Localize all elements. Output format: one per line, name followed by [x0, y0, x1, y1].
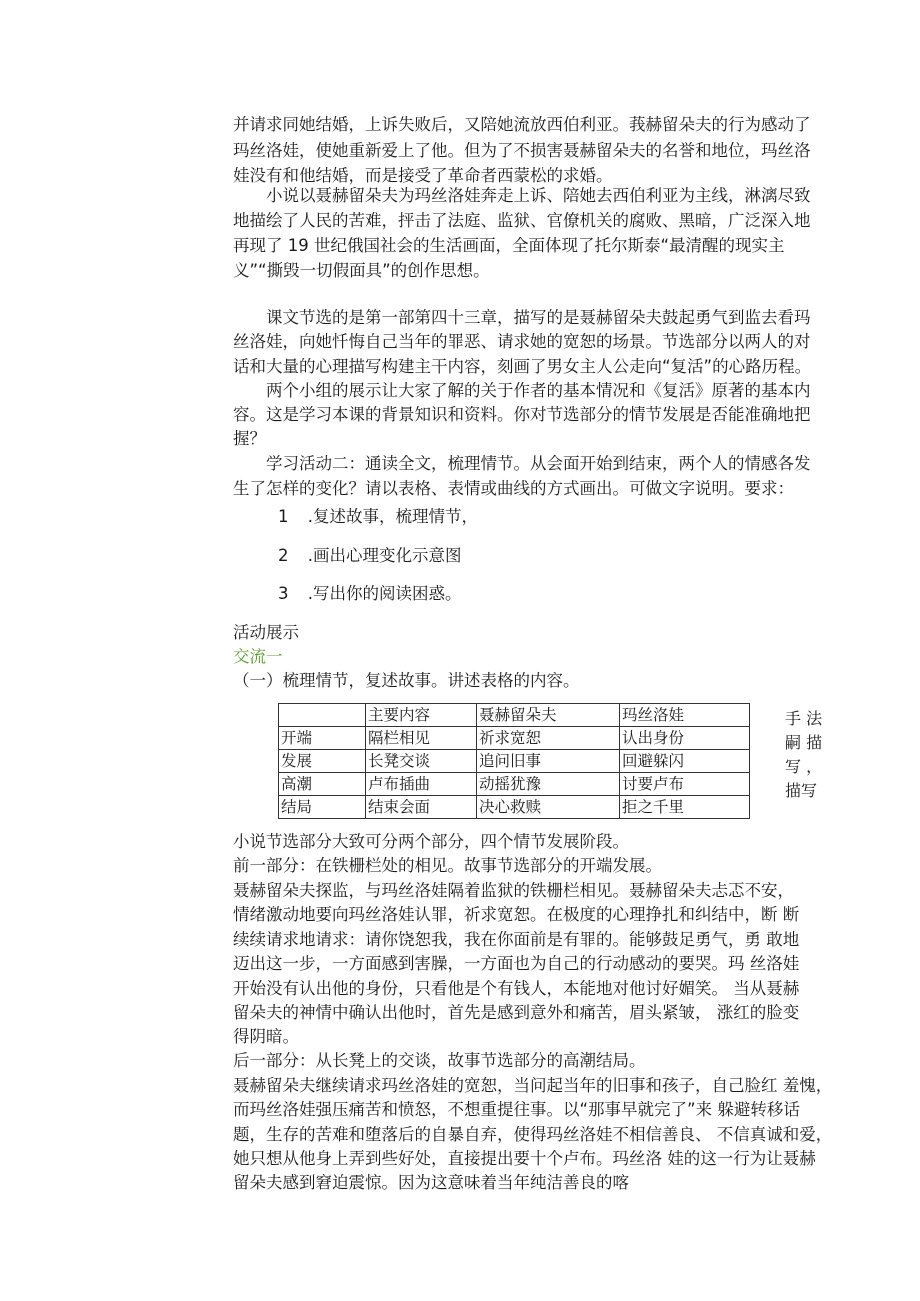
table-cell: 聂赫留朵夫 [477, 704, 620, 727]
table-header-row [279, 704, 750, 727]
intro-line-1: 并请求同她结婚，上诉失败后，又陪她流放西伯利亚。莪赫留朵夫的行为感动了 [233, 115, 811, 134]
table-row [279, 773, 750, 796]
excerpt-line-1: 课文节选的是第一部第四十三章，描写的是聂赫留朵夫鼓起勇气到监去看玛 [233, 308, 811, 327]
side-note-line: 写 ， [785, 757, 823, 776]
summary-line-3: 再现了 19 世纪俄国社会的生活画面，全面体现了托尔斯泰“最清醒的现实主 [233, 236, 785, 255]
table-cell [279, 704, 366, 727]
analysis-line-1: 小说节选部分大致可分两个部分，四个情节发展阶段。 [233, 832, 629, 851]
table-cell: 结局 [279, 796, 366, 819]
table-cell: 认出身份 [620, 727, 750, 750]
table-row [279, 750, 750, 773]
table-cell: 隔栏相见 [366, 727, 477, 750]
analysis-line-10: 后一部分：从长凳上的交谈，故事节选部分的高潮结局。 [233, 1051, 646, 1070]
excerpt-line-7: 学习活动二：通读全文，梳理情节。从会面开始到结束，两个人的情感各发 [233, 454, 811, 473]
summary-line-4: 义”“撕毁一切假面具”的创作思想。 [233, 261, 490, 280]
table-cell: 卢布插曲 [366, 773, 477, 796]
requirement-number: 3 [278, 584, 289, 603]
analysis-line-11: 聂赫留朵夫继续请求玛丝洛娃的宽恕，当问起当年的旧事和孩子，自己脸红 羞愧， [233, 1076, 833, 1095]
table-cell: 主要内容 [366, 704, 477, 727]
requirement-1 [278, 506, 478, 528]
excerpt-line-6: 握？ [233, 429, 266, 448]
table-cell: 决心救赎 [477, 796, 620, 819]
table-cell: 讨要卢布 [620, 773, 750, 796]
table-cell: 长凳交谈 [366, 750, 477, 773]
table-cell: 追问旧事 [477, 750, 620, 773]
table-cell: 回避躲闪 [620, 750, 750, 773]
analysis-line-15: 留朵夫感到窘迫震惊。因为这意味着当年纯洁善良的喀 [233, 1173, 629, 1192]
subsection-title: 交流一 [233, 647, 283, 666]
table-cell: 结束会面 [366, 796, 477, 819]
table-cell: 拒之千里 [620, 796, 750, 819]
side-note-line: 嗣 描 [785, 733, 823, 752]
excerpt-line-4: 两个小组的展示让大家了解的关于作者的基本情况和《复活》原著的基本内 [233, 381, 811, 400]
side-note [785, 707, 833, 803]
section-title: 活动展示 [233, 623, 299, 642]
analysis-line-9: 得阴暗。 [233, 1027, 299, 1046]
table-cell: 祈求宽恕 [477, 727, 620, 750]
table-row [279, 796, 750, 819]
analysis-line-7: 开始没有认出他的身份，只看他是个有钱人，本能地对他讨好媚笑。 当从聂赫 [233, 979, 800, 998]
analysis-line-4: 情绪激动地要向玛丝洛娃认罪，祈求宽恕。在极度的心理挣扎和纠结中，断 断 [233, 905, 800, 924]
excerpt-line-2: 丝洛娃，向她忏悔自己当年的罪恶、请求她的宽恕的场景。节选部分以两人的对 [233, 332, 811, 351]
requirement-number: 1 [278, 507, 289, 526]
excerpt-line-5: 容。这是学习本课的背景知识和资料。你对节选部分的情节发展是否能准确地把 [233, 405, 811, 424]
analysis-line-13: 题，生存的苦难和堕落后的自暴自弃，使得玛丝洛娃不相信善良、 不信真诚和爱， [233, 1125, 833, 1144]
requirement-text: .写出你的阅读困惑。 [307, 584, 462, 603]
side-note-line: 手 法 [785, 709, 823, 728]
side-note-line: 描写 [785, 781, 818, 800]
task-heading: （一）梳理情节，复述故事。讲述表格的内容。 [233, 671, 580, 690]
table-cell: 发展 [279, 750, 366, 773]
analysis-line-8: 留朵夫的神情中确认出他时，首先是感到意外和痛苦，眉头紧皱， 涨红的脸变 [233, 1003, 800, 1022]
summary-line-2: 地描绘了人民的苦难，抨击了法庭、监狱、官僚机关的腐败、黑暗，广泛深入地 [233, 211, 811, 230]
intro-line-3: 娃没有和他结婚，而是接受了革命者西蒙松的求婚。 [233, 166, 613, 185]
table-row [279, 727, 750, 750]
requirement-text: .画出心理变化示意图 [307, 546, 462, 565]
analysis-line-5: 续续请求地请求：请你饶恕我，我在你面前是有罪的。能够鼓足勇气，勇 敢地 [233, 930, 800, 949]
table-cell: 动摇犹豫 [477, 773, 620, 796]
analysis-line-14: 她只想从他身上弄到些好处，直接提出要十个卢布。玛丝洛 娃的这一行为让聂赫 [233, 1149, 816, 1168]
requirement-number: 2 [278, 546, 289, 565]
analysis-line-2: 前一部分：在铁栅栏处的相见。故事节选部分的开端发展。 [233, 856, 662, 875]
excerpt-line-8: 生了怎样的变化？请以表格、表情或曲线的方式画出。可做文字说明。要求： [233, 479, 794, 498]
requirement-2 [278, 545, 462, 567]
analysis-line-6: 迈出这一步，一方面感到害臊，一方面也为自己的行动感动的要哭。玛 丝洛娃 [233, 954, 800, 973]
excerpt-line-3: 话和大量的心理描写构建主干内容，刻画了男女主人公走向“复活”的心路历程。 [233, 357, 812, 376]
intro-line-2: 玛丝洛娃，使她重新爱上了他。但为了不损害聂赫留朵夫的名誉和地位，玛丝洛 [233, 141, 811, 160]
table-cell: 高潮 [279, 773, 366, 796]
summary-line-1: 小说以聂赫留朵夫为玛丝洛娃奔走上诉、陪她去西伯利亚为主线，淋漓尽致 [233, 186, 811, 205]
analysis-line-3: 聂赫留朵夫探监，与玛丝洛娃隔着监狱的铁栅栏相见。聂赫留朵夫忐忑不安， [233, 881, 794, 900]
requirement-3 [278, 583, 462, 605]
plot-table [278, 703, 750, 819]
table-cell: 开端 [279, 727, 366, 750]
requirement-text: .复述故事，梳理情节， [307, 507, 478, 526]
analysis-line-12: 而玛丝洛娃强压痛苦和愤怒，不想重提往事。以“那事早就完了”来 躲避转移话 [233, 1100, 800, 1119]
table-cell: 玛丝洛娃 [620, 704, 750, 727]
